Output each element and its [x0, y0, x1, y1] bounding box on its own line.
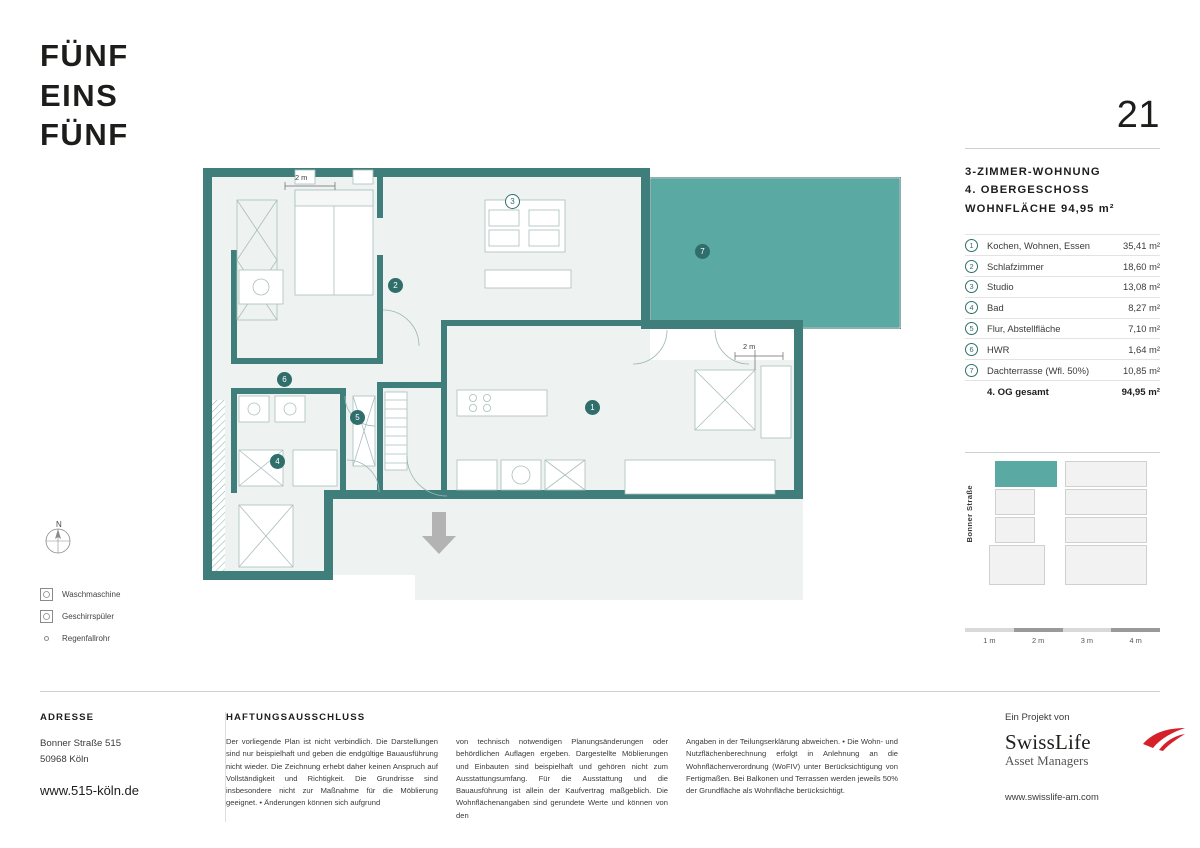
room-area: 7,10 m² [1128, 322, 1160, 334]
site-block [989, 545, 1045, 585]
legend-item [40, 632, 220, 645]
project-website-link[interactable]: www.515-köln.de [40, 782, 139, 798]
table-row [965, 319, 1160, 340]
room-marker-4[interactable]: 4 [270, 454, 285, 469]
site-block [995, 489, 1035, 515]
disclaimer-column-3: Angaben in der Teilungserklärung abweichen. • Die Wohn- und Nutzflächenberechnung erfolgt in Anlehnung an die Wohnflächenverordnung (WoFIV) unter Berücksichtigung von Fertigmaßen. Bei Balkonen und Terrassen werden jeweils 50% der Grundfläche als Wohnfläche berücksichtigt. [686, 737, 898, 796]
scale-label: 4 m [1129, 636, 1142, 645]
downpipe-icon [40, 632, 53, 645]
room-name: Flur, Abstellfläche [987, 322, 1061, 334]
footer-disclaimer [225, 712, 915, 822]
room-marker-3[interactable]: 3 [505, 194, 520, 209]
table-row [965, 360, 1160, 381]
apartment-headline [965, 163, 1160, 218]
room-area: 1,64 m² [1128, 343, 1160, 355]
legend-label: Waschmaschine [62, 590, 121, 599]
compass-icon [36, 515, 80, 559]
site-block-highlight [995, 461, 1057, 487]
swisslife-logo-icon [1139, 726, 1187, 757]
apartment-number: 21 [1116, 94, 1160, 136]
table-row [965, 298, 1160, 319]
plan-legend [40, 588, 220, 654]
room-marker-6[interactable]: 6 [277, 372, 292, 387]
footer-address [40, 712, 225, 822]
site-block [1065, 517, 1147, 543]
apartment-area: WOHNFLÄCHE 94,95 m² [965, 202, 1115, 215]
room-area: 18,60 m² [1123, 260, 1160, 272]
legend-label: Geschirrspüler [62, 612, 115, 621]
scale-label: 1 m [983, 636, 996, 645]
footer-brand [1005, 712, 1200, 802]
brand-sub: Asset Managers [1005, 753, 1089, 769]
room-badge: 2 [965, 260, 978, 273]
svg-text:N: N [56, 520, 62, 529]
project-logo [40, 36, 129, 155]
room-area: 35,41 m² [1123, 239, 1160, 251]
total-area: 94,95 m² [1121, 386, 1160, 398]
brand-name: SwissLife [1005, 730, 1091, 754]
footer [40, 712, 1160, 822]
scale-bar [965, 628, 1160, 645]
room-name: Kochen, Wohnen, Essen [987, 239, 1091, 251]
room-badge: 6 [965, 343, 978, 356]
dimension-label-right: 2 m [743, 342, 756, 351]
brand-intro: Ein Projekt von [1005, 712, 1070, 723]
floor-plan [195, 160, 925, 600]
footer-divider [40, 691, 1160, 692]
room-schedule-table [965, 234, 1160, 397]
table-row [965, 339, 1160, 360]
room-name: Bad [987, 302, 1004, 314]
divider [965, 148, 1160, 149]
room-name: HWR [987, 343, 1010, 355]
dishwasher-icon [40, 610, 53, 623]
site-block [1065, 489, 1147, 515]
room-marker-7[interactable]: 7 [695, 244, 710, 259]
logo-line-3: FÜNF [40, 117, 129, 153]
address-line-2: 50968 Köln [40, 754, 89, 766]
logo-line-1: FÜNF [40, 38, 129, 73]
address-title: ADRESSE [40, 712, 95, 723]
room-marker-2[interactable]: 2 [388, 278, 403, 293]
disclaimer-column-1: Der vorliegende Plan ist nicht verbindlich. Die Darstellungen sind nur beispielhaft und geben die endgültige Bauausführung nicht wieder. Die Zeichnung erhebt daher keinen Anspruch auf Vollständigkeit und Richtigkeit. Die Grundrisse sind insbesondere nicht zur Maßnahme für die Möblierung geeignet. • Änderungen können sich aufgrund [226, 737, 438, 808]
street-label: Bonner Straße [965, 485, 974, 543]
table-row [965, 277, 1160, 298]
room-marker-1[interactable]: 1 [585, 400, 600, 415]
dimension-label-top: 2 m [295, 173, 308, 182]
room-badge: 3 [965, 280, 978, 293]
address-line-1: Bonner Straße 515 [40, 738, 122, 749]
room-badge: 5 [965, 322, 978, 335]
room-badge: 7 [965, 364, 978, 377]
legend-item [40, 588, 220, 601]
apartment-type: 3-ZIMMER-WOHNUNG [965, 166, 1101, 178]
room-badge: 4 [965, 301, 978, 314]
apartment-info-panel [965, 96, 1160, 398]
table-row [965, 234, 1160, 256]
scale-label: 2 m [1031, 636, 1045, 645]
room-area: 8,27 m² [1128, 302, 1160, 314]
disclaimer-column-2: von technisch notwendigen Planungsänderungen oder behördlichen Auflagen ergeben. Dargestellte Möblierungen und Einbauten sind beispielhaft und gehören nicht zum Ausstattungsumfang. Für die Ausstattung und die Bauausführung ist allein der Kaufvertrag maßgeblich. Die Wohnflächenangaben sind gerundete Werte und können von den [456, 737, 668, 820]
total-label: 4. OG gesamt [987, 386, 1049, 398]
disclaimer-title: HAFTUNGSAUSSCHLUSS [226, 712, 366, 723]
table-row [965, 256, 1160, 277]
scale-label: 3 m [1080, 636, 1094, 645]
table-total-row [965, 381, 1160, 398]
room-area: 10,85 m² [1123, 364, 1160, 376]
room-marker-5[interactable]: 5 [350, 410, 365, 425]
site-block [1065, 545, 1147, 585]
legend-item [40, 610, 220, 623]
room-name: Schlafzimmer [987, 260, 1044, 272]
site-map [965, 452, 1160, 594]
apartment-floor: 4. OBERGESCHOSS [965, 184, 1090, 197]
washing-machine-icon [40, 588, 53, 601]
brand-website-link[interactable]: www.swisslife-am.com [1005, 791, 1099, 803]
room-name: Studio [987, 281, 1014, 293]
room-badge: 1 [965, 239, 978, 252]
site-block [995, 517, 1035, 543]
room-area: 13,08 m² [1123, 281, 1160, 293]
site-block [1065, 461, 1147, 487]
logo-line-2: EINS [40, 77, 119, 113]
legend-label: Regenfallrohr [62, 634, 111, 643]
room-name: Dachterrasse (Wfl. 50%) [987, 364, 1090, 376]
